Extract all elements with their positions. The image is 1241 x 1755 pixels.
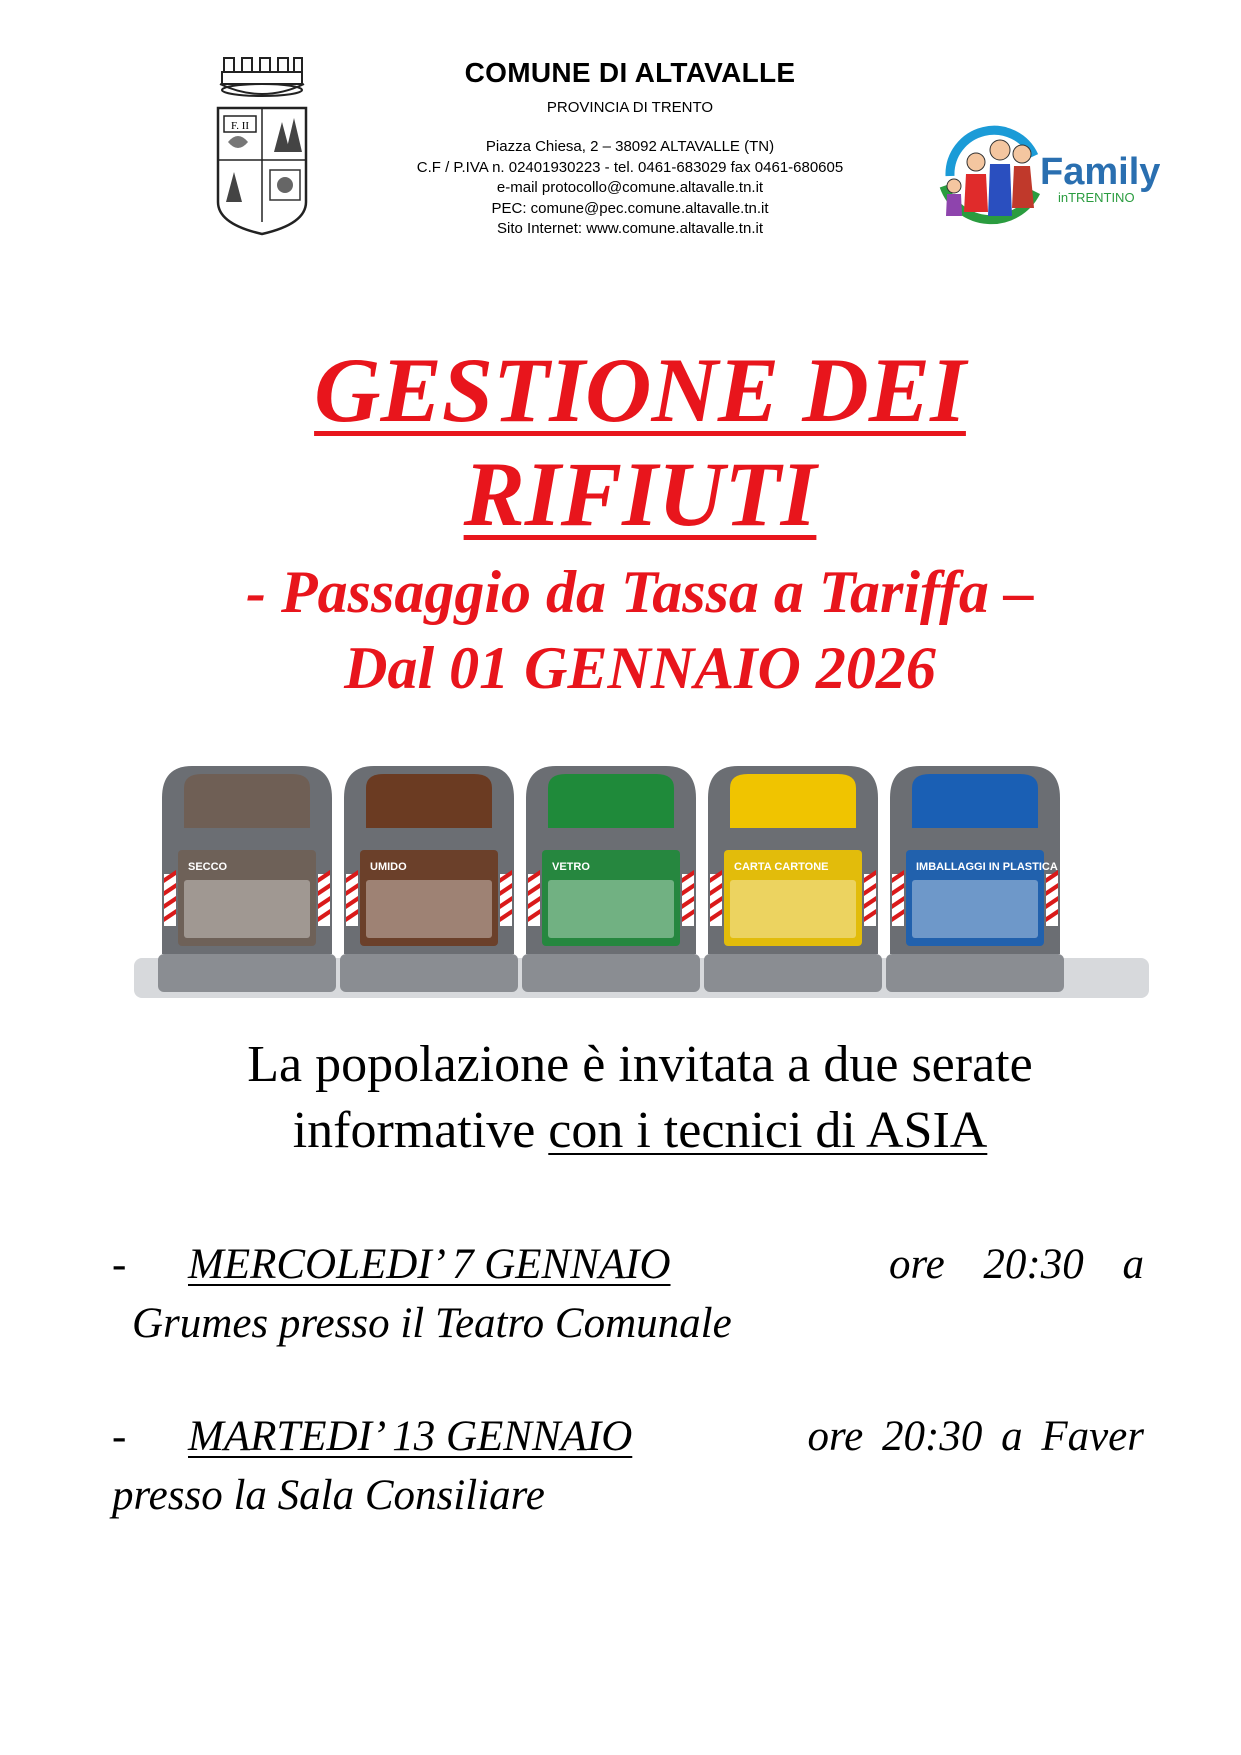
- waste-bin: [704, 766, 882, 992]
- contact-block: [380, 137, 880, 240]
- notice-title: [60, 338, 1220, 706]
- pec-line: PEC: comune@pec.comune.altavalle.tn.it: [491, 199, 769, 217]
- invitation-underlined: con i tecnici di ASIA: [548, 1102, 988, 1159]
- event-place: presso la Sala Consiliare: [112, 1472, 545, 1519]
- family-logo-word: Family: [1040, 151, 1160, 193]
- comune-name: COMUNE DI ALTAVALLE: [464, 57, 796, 88]
- waste-bin-label: SECCO: [188, 861, 228, 873]
- waste-bin-label: IMBALLAGGI IN PLASTICA: [916, 861, 1058, 873]
- waste-bin-label: VETRO: [552, 861, 590, 873]
- event-bullet: -: [112, 1241, 127, 1288]
- invitation-line-1: La popolazione è invitata a due serate: [247, 1036, 1033, 1093]
- event-date: MERCOLEDI’ 7 GENNAIO: [188, 1241, 671, 1288]
- event-bullet: -: [112, 1413, 127, 1460]
- waste-bin: [522, 766, 700, 992]
- address-line: Piazza Chiesa, 2 – 38092 ALTAVALLE (TN): [485, 138, 775, 155]
- waste-bins-illustration: [134, 758, 1149, 1010]
- municipal-crest: [212, 52, 312, 236]
- waste-bin: [340, 766, 518, 992]
- subtitle-line-2: Dal 01 GENNAIO 2026: [344, 635, 936, 701]
- fiscal-line: C.F / P.IVA n. 02401930223 - tel. 0461-683029 fax 0461-680605: [416, 158, 844, 176]
- invitation-text: [60, 1032, 1220, 1164]
- email-line: e-mail protocollo@comune.altavalle.tn.it: [496, 179, 764, 196]
- waste-bin: [158, 766, 336, 992]
- waste-bin-label: UMIDO: [370, 861, 407, 873]
- invitation-plain: informative: [292, 1102, 549, 1159]
- event-item-faver: [112, 1412, 1144, 1524]
- family-logo-sub: inTRENTINO: [1058, 190, 1135, 205]
- event-time: ore 20:30 a Faver: [807, 1413, 1144, 1460]
- website-line: Sito Internet: www.comune.altavalle.tn.it: [497, 220, 763, 237]
- crest-text: F. II: [230, 120, 250, 132]
- waste-bin: [886, 766, 1064, 992]
- subtitle-line-1: - Passaggio da Tassa a Tariffa –: [246, 559, 1034, 625]
- family-in-trentino-logo: [930, 116, 1160, 230]
- letterhead: [380, 56, 880, 240]
- title-line-1: GESTIONE DEI: [314, 339, 966, 441]
- title-line-2: RIFIUTI: [463, 443, 817, 545]
- invitation-line-2: [60, 1098, 1220, 1164]
- event-item-grumes: [112, 1240, 1144, 1352]
- province-name: PROVINCIA DI TRENTO: [546, 99, 714, 116]
- waste-bin-label: CARTA CARTONE: [734, 861, 829, 873]
- event-time: ore 20:30 a: [888, 1241, 1144, 1288]
- event-date: MARTEDI’ 13 GENNAIO: [188, 1413, 633, 1460]
- event-place: Grumes presso il Teatro Comunale: [132, 1300, 732, 1347]
